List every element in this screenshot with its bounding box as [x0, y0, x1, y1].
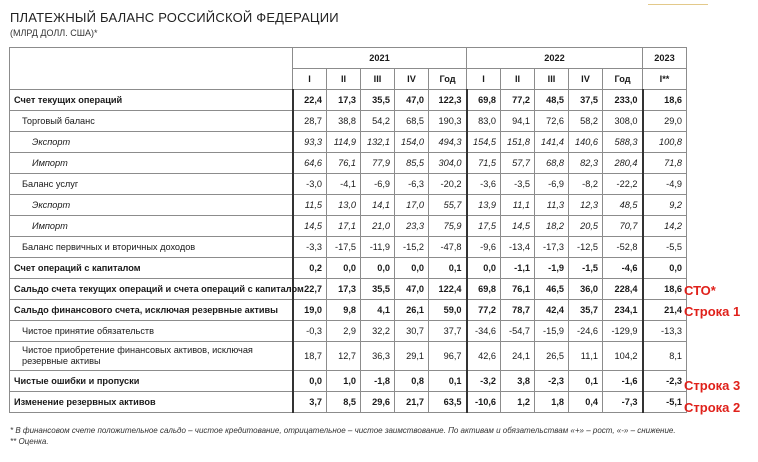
value-cell: 0,1 — [429, 258, 467, 279]
value-cell: 30,7 — [395, 321, 429, 342]
value-cell: 0,4 — [569, 392, 603, 413]
value-cell: 76,1 — [501, 279, 535, 300]
value-cell: 0,0 — [467, 258, 501, 279]
value-cell: 154,0 — [395, 132, 429, 153]
value-cell: 69,8 — [467, 90, 501, 111]
value-cell: 11,1 — [569, 342, 603, 371]
value-cell: -15,2 — [395, 237, 429, 258]
header-quarter: I — [467, 69, 501, 90]
header-years-row — [10, 48, 687, 69]
table-row — [10, 342, 687, 371]
value-cell: 78,7 — [501, 300, 535, 321]
value-cell: 3,7 — [293, 392, 327, 413]
table-row — [10, 321, 687, 342]
value-cell: 26,1 — [395, 300, 429, 321]
value-cell: 233,0 — [603, 90, 643, 111]
value-cell: 63,5 — [429, 392, 467, 413]
value-cell: 42,4 — [535, 300, 569, 321]
value-cell: 18,2 — [535, 216, 569, 237]
footnote-1: * В финансовом счете положительное сальдо – чистое кредитование, отрицательное – чистое заимствование. По активам и обязательствам «+» – рост, «-» – снижение. — [10, 426, 676, 435]
value-cell: -4,9 — [643, 174, 687, 195]
value-cell: 32,2 — [361, 321, 395, 342]
value-cell: 76,1 — [327, 153, 361, 174]
value-cell: 18,6 — [643, 279, 687, 300]
value-cell: 47,0 — [395, 279, 429, 300]
value-cell: 0,0 — [293, 371, 327, 392]
value-cell: 48,5 — [535, 90, 569, 111]
value-cell: 17,0 — [395, 195, 429, 216]
table-row — [10, 111, 687, 132]
value-cell: 29,6 — [361, 392, 395, 413]
value-cell: 21,4 — [643, 300, 687, 321]
side-label-row1: Строка 1 — [684, 304, 741, 319]
value-cell: -9,6 — [467, 237, 501, 258]
value-cell: 14,2 — [643, 216, 687, 237]
page-subtitle: (МЛРД ДОЛЛ. США)* — [10, 28, 98, 38]
value-cell: -6,3 — [395, 174, 429, 195]
value-cell: 38,8 — [327, 111, 361, 132]
value-cell: 37,5 — [569, 90, 603, 111]
table-row — [10, 371, 687, 392]
value-cell: -1,5 — [569, 258, 603, 279]
value-cell: 14,5 — [501, 216, 535, 237]
value-cell: -1,1 — [501, 258, 535, 279]
value-cell: -8,2 — [569, 174, 603, 195]
value-cell: 18,7 — [293, 342, 327, 371]
value-cell: 26,5 — [535, 342, 569, 371]
value-cell: 83,0 — [467, 111, 501, 132]
row-label: Баланс первичных и вторичных доходов — [10, 237, 293, 258]
value-cell: 140,6 — [569, 132, 603, 153]
header-year-2021: 2021 — [293, 48, 467, 69]
value-cell: 36,3 — [361, 342, 395, 371]
value-cell: 21,0 — [361, 216, 395, 237]
value-cell: 64,6 — [293, 153, 327, 174]
value-cell: 122,4 — [429, 279, 467, 300]
value-cell: -17,3 — [535, 237, 569, 258]
value-cell: 71,8 — [643, 153, 687, 174]
value-cell: 1,8 — [535, 392, 569, 413]
value-cell: 82,3 — [569, 153, 603, 174]
value-cell: 122,3 — [429, 90, 467, 111]
header-quarter: III — [535, 69, 569, 90]
value-cell: 12,7 — [327, 342, 361, 371]
value-cell: -1,9 — [535, 258, 569, 279]
value-cell: 228,4 — [603, 279, 643, 300]
value-cell: 2,9 — [327, 321, 361, 342]
row-label: Счет операций с капиталом — [10, 258, 293, 279]
value-cell: -22,2 — [603, 174, 643, 195]
row-label: Баланс услуг — [10, 174, 293, 195]
value-cell: 85,5 — [395, 153, 429, 174]
value-cell: 3,8 — [501, 371, 535, 392]
value-cell: 69,8 — [467, 279, 501, 300]
row-label: Чистые ошибки и пропуски — [10, 371, 293, 392]
row-label: Изменение резервных активов — [10, 392, 293, 413]
value-cell: 55,7 — [429, 195, 467, 216]
value-cell: 17,5 — [467, 216, 501, 237]
header-quarter: III — [361, 69, 395, 90]
table-row — [10, 258, 687, 279]
value-cell: 42,6 — [467, 342, 501, 371]
value-cell: -3,3 — [293, 237, 327, 258]
value-cell: -13,3 — [643, 321, 687, 342]
value-cell: 588,3 — [603, 132, 643, 153]
row-label: Чистое приобретение финансовых активов, исключая резервные активы — [10, 342, 293, 371]
value-cell: 141,4 — [535, 132, 569, 153]
value-cell: 14,1 — [361, 195, 395, 216]
value-cell: 104,2 — [603, 342, 643, 371]
value-cell: -5,5 — [643, 237, 687, 258]
value-cell: 29,0 — [643, 111, 687, 132]
row-label: Сальдо финансового счета, исключая резервные активы — [10, 300, 293, 321]
row-label: Экспорт — [10, 195, 293, 216]
table-row — [10, 90, 687, 111]
value-cell: -0,3 — [293, 321, 327, 342]
value-cell: 24,1 — [501, 342, 535, 371]
value-cell: 75,9 — [429, 216, 467, 237]
value-cell: 47,0 — [395, 90, 429, 111]
value-cell: -5,1 — [643, 392, 687, 413]
value-cell: 19,0 — [293, 300, 327, 321]
value-cell: 0,0 — [361, 258, 395, 279]
value-cell: 22,4 — [293, 90, 327, 111]
value-cell: 35,5 — [361, 279, 395, 300]
value-cell: 77,9 — [361, 153, 395, 174]
value-cell: 18,6 — [643, 90, 687, 111]
row-label: Импорт — [10, 153, 293, 174]
value-cell: -4,1 — [327, 174, 361, 195]
row-label: Торговый баланс — [10, 111, 293, 132]
value-cell: 77,2 — [501, 90, 535, 111]
value-cell: 17,3 — [327, 90, 361, 111]
value-cell: -11,9 — [361, 237, 395, 258]
value-cell: 0,1 — [569, 371, 603, 392]
header-quarter: II — [501, 69, 535, 90]
value-cell: 68,8 — [535, 153, 569, 174]
balance-of-payments-table — [9, 47, 687, 413]
value-cell: 29,1 — [395, 342, 429, 371]
value-cell: -1,6 — [603, 371, 643, 392]
value-cell: 0,0 — [395, 258, 429, 279]
header-quarter: IV — [569, 69, 603, 90]
row-label: Чистое принятие обязательств — [10, 321, 293, 342]
table-row — [10, 279, 687, 300]
value-cell: 0,0 — [327, 258, 361, 279]
value-cell: 114,9 — [327, 132, 361, 153]
header-quarter: I** — [643, 69, 687, 90]
value-cell: 1,0 — [327, 371, 361, 392]
value-cell: 1,2 — [501, 392, 535, 413]
value-cell: -1,8 — [361, 371, 395, 392]
value-cell: 11,3 — [535, 195, 569, 216]
value-cell: 9,2 — [643, 195, 687, 216]
value-cell: 0,1 — [429, 371, 467, 392]
row-label: Сальдо счета текущих операций и счета операций с капиталом — [10, 279, 293, 300]
header-quarter: II — [327, 69, 361, 90]
value-cell: -15,9 — [535, 321, 569, 342]
value-cell: 308,0 — [603, 111, 643, 132]
table-row — [10, 153, 687, 174]
value-cell: -3,5 — [501, 174, 535, 195]
header-quarter: Год — [429, 69, 467, 90]
value-cell: 494,3 — [429, 132, 467, 153]
value-cell: 20,5 — [569, 216, 603, 237]
value-cell: 0,0 — [643, 258, 687, 279]
table-row — [10, 216, 687, 237]
table-row — [10, 195, 687, 216]
value-cell: 14,5 — [293, 216, 327, 237]
value-cell: 37,7 — [429, 321, 467, 342]
header-empty-cell — [10, 48, 293, 90]
header-quarter: IV — [395, 69, 429, 90]
value-cell: 8,1 — [643, 342, 687, 371]
header-year-2023: 2023 — [643, 48, 687, 69]
table-row — [10, 174, 687, 195]
value-cell: 35,5 — [361, 90, 395, 111]
value-cell: 132,1 — [361, 132, 395, 153]
value-cell: 4,1 — [361, 300, 395, 321]
value-cell: 0,2 — [293, 258, 327, 279]
value-cell: -2,3 — [535, 371, 569, 392]
row-label: Импорт — [10, 216, 293, 237]
value-cell: 11,1 — [501, 195, 535, 216]
value-cell: 9,8 — [327, 300, 361, 321]
value-cell: 12,3 — [569, 195, 603, 216]
value-cell: 71,5 — [467, 153, 501, 174]
value-cell: 234,1 — [603, 300, 643, 321]
value-cell: -17,5 — [327, 237, 361, 258]
value-cell: -13,4 — [501, 237, 535, 258]
value-cell: 21,7 — [395, 392, 429, 413]
value-cell: -3,0 — [293, 174, 327, 195]
value-cell: -34,6 — [467, 321, 501, 342]
value-cell: 17,3 — [327, 279, 361, 300]
header-year-2022: 2022 — [467, 48, 643, 69]
value-cell: 190,3 — [429, 111, 467, 132]
value-cell: 280,4 — [603, 153, 643, 174]
value-cell: 96,7 — [429, 342, 467, 371]
table-row — [10, 132, 687, 153]
value-cell: -24,6 — [569, 321, 603, 342]
value-cell: 100,8 — [643, 132, 687, 153]
value-cell: 48,5 — [603, 195, 643, 216]
value-cell: -6,9 — [361, 174, 395, 195]
value-cell: 58,2 — [569, 111, 603, 132]
value-cell: 46,5 — [535, 279, 569, 300]
value-cell: 17,1 — [327, 216, 361, 237]
value-cell: -20,2 — [429, 174, 467, 195]
top-accent-line — [648, 4, 708, 5]
header-quarter: Год — [603, 69, 643, 90]
value-cell: -7,3 — [603, 392, 643, 413]
value-cell: 22,7 — [293, 279, 327, 300]
page-title: ПЛАТЕЖНЫЙ БАЛАНС РОССИЙСКОЙ ФЕДЕРАЦИИ — [10, 10, 339, 25]
row-label: Экспорт — [10, 132, 293, 153]
side-label-sto: СТО* — [684, 283, 716, 298]
value-cell: 23,3 — [395, 216, 429, 237]
value-cell: -12,5 — [569, 237, 603, 258]
value-cell: 11,5 — [293, 195, 327, 216]
table-row — [10, 392, 687, 413]
table-row — [10, 300, 687, 321]
value-cell: 93,3 — [293, 132, 327, 153]
value-cell: 151,8 — [501, 132, 535, 153]
value-cell: -3,2 — [467, 371, 501, 392]
value-cell: -52,8 — [603, 237, 643, 258]
value-cell: -10,6 — [467, 392, 501, 413]
value-cell: -6,9 — [535, 174, 569, 195]
side-label-row2: Строка 2 — [684, 400, 741, 415]
value-cell: 8,5 — [327, 392, 361, 413]
value-cell: 0,8 — [395, 371, 429, 392]
value-cell: 70,7 — [603, 216, 643, 237]
value-cell: -129,9 — [603, 321, 643, 342]
value-cell: 35,7 — [569, 300, 603, 321]
table-row — [10, 237, 687, 258]
value-cell: 72,6 — [535, 111, 569, 132]
value-cell: -54,7 — [501, 321, 535, 342]
value-cell: 304,0 — [429, 153, 467, 174]
value-cell: 13,9 — [467, 195, 501, 216]
value-cell: 77,2 — [467, 300, 501, 321]
side-label-row3: Строка 3 — [684, 378, 741, 393]
value-cell: 57,7 — [501, 153, 535, 174]
value-cell: 36,0 — [569, 279, 603, 300]
value-cell: -3,6 — [467, 174, 501, 195]
footnote-2: ** Оценка. — [10, 437, 49, 446]
value-cell: 68,5 — [395, 111, 429, 132]
header-quarter: I — [293, 69, 327, 90]
value-cell: 28,7 — [293, 111, 327, 132]
value-cell: 59,0 — [429, 300, 467, 321]
value-cell: 13,0 — [327, 195, 361, 216]
footnotes — [10, 425, 676, 447]
value-cell: -2,3 — [643, 371, 687, 392]
value-cell: 94,1 — [501, 111, 535, 132]
row-label: Счет текущих операций — [10, 90, 293, 111]
value-cell: -47,8 — [429, 237, 467, 258]
value-cell: 154,5 — [467, 132, 501, 153]
value-cell: -4,6 — [603, 258, 643, 279]
value-cell: 54,2 — [361, 111, 395, 132]
